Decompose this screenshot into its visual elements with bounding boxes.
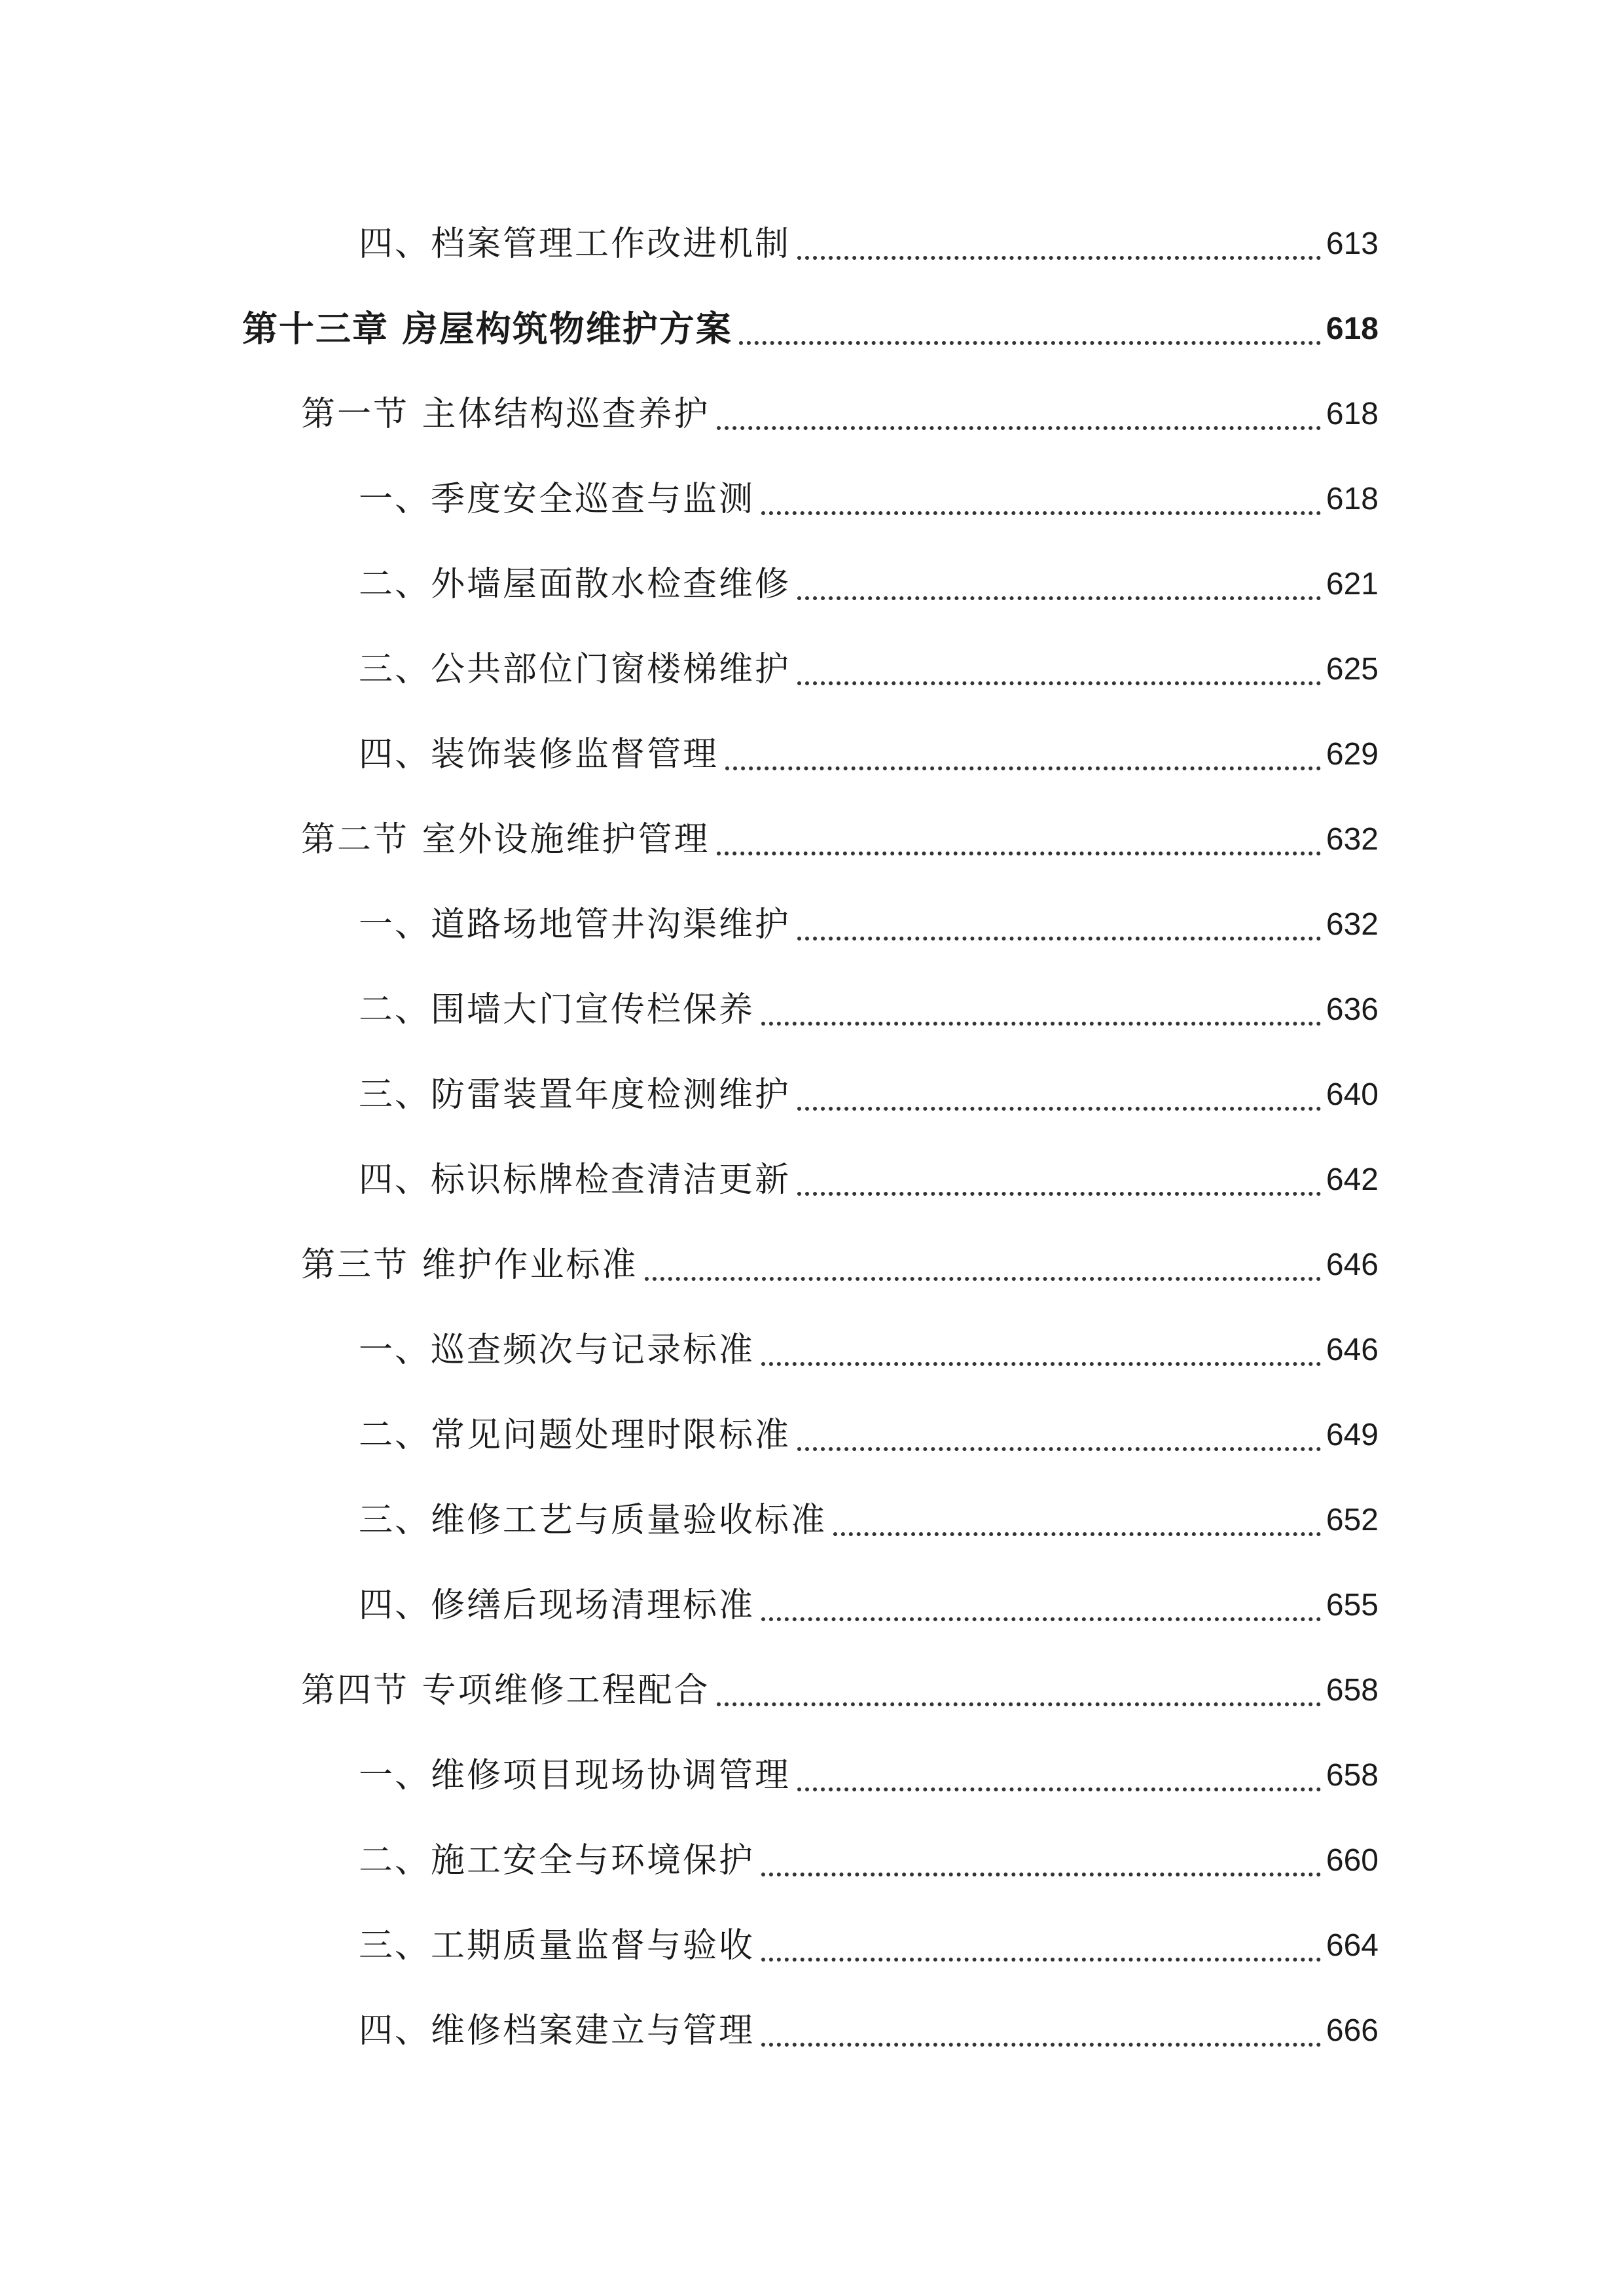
toc-entry-title: 第一节 主体结构巡查养护 [301,395,710,434]
dot-leader [717,426,1321,430]
toc-entry-item[interactable] [359,1489,1379,1541]
toc-entry-item[interactable] [359,1149,1379,1201]
toc-entry-item[interactable] [359,213,1379,265]
toc-page-number: 664 [1326,1928,1379,1963]
dot-leader [725,766,1321,770]
toc-entry-title: 二、围墙大门宣传栏保养 [359,990,755,1030]
toc-page-number: 632 [1326,907,1379,942]
toc-entry-section[interactable] [301,808,1379,861]
dot-leader [797,1192,1321,1196]
toc-page-number: 646 [1326,1333,1379,1367]
dot-leader [797,1447,1321,1451]
toc-page-number: 618 [1326,397,1379,431]
dot-leader [739,341,1321,345]
toc-entry-title: 一、巡查频次与记录标准 [359,1331,755,1370]
toc-entry-title: 一、道路场地管井沟渠维护 [359,905,791,944]
toc-entry-item[interactable] [359,2000,1379,2052]
toc-entry-item[interactable] [359,468,1379,520]
toc-entry-title: 二、外墙屋面散水检查维修 [359,565,791,604]
dot-leader [833,1532,1321,1536]
toc-page-number: 646 [1326,1247,1379,1282]
dot-leader [761,1362,1321,1366]
toc-entry-item[interactable] [359,723,1379,776]
toc-entry-title: 第十三章 房屋构筑物维护方案 [242,308,732,350]
toc-entry-item[interactable] [359,1319,1379,1371]
toc-entry-item[interactable] [359,1744,1379,1797]
dot-leader [797,1787,1321,1791]
toc-entry-item[interactable] [359,1574,1379,1626]
dot-leader [761,1958,1321,1962]
dot-leader [797,681,1321,685]
dot-leader [797,937,1321,941]
toc-entry-item[interactable] [359,1064,1379,1116]
toc-page-number: 621 [1326,567,1379,601]
toc-entry-section[interactable] [301,1659,1379,1712]
toc-entry-item[interactable] [359,1829,1379,1882]
toc-entry-title: 三、防雷装置年度检测维护 [359,1075,791,1115]
toc-entry-section[interactable] [301,383,1379,435]
toc-page-number: 660 [1326,1843,1379,1878]
toc-page-number: 636 [1326,992,1379,1027]
dot-leader [761,2043,1321,2047]
toc-page-number: 649 [1326,1418,1379,1452]
toc-page-number: 618 [1326,482,1379,516]
dot-leader [761,511,1321,515]
toc-page-number: 613 [1326,226,1379,261]
toc-entry-item[interactable] [359,978,1379,1031]
toc-entry-title: 四、标识标牌检查清洁更新 [359,1160,791,1200]
toc-entry-title: 四、装饰装修监督管理 [359,735,719,774]
toc-entry-item[interactable] [359,638,1379,691]
dot-leader [761,1617,1321,1621]
dot-leader [717,852,1321,855]
toc-entry-title: 四、维修档案建立与管理 [359,2011,755,2051]
toc-page-number: 632 [1326,822,1379,857]
dot-leader [717,1702,1321,1706]
dot-leader [797,256,1321,260]
toc-entry-item[interactable] [359,553,1379,605]
toc-entry-title: 第三节 维护作业标准 [301,1246,638,1285]
toc-entry-title: 第二节 室外设施维护管理 [301,820,710,859]
toc-page-number: 642 [1326,1162,1379,1197]
toc-entry-title: 四、修缮后现场清理标准 [359,1586,755,1625]
toc-entry-title: 一、季度安全巡查与监测 [359,480,755,519]
toc-page-number: 666 [1326,2013,1379,2048]
toc-entry-title: 四、档案管理工作改进机制 [359,224,791,264]
toc-entry-title: 第四节 专项维修工程配合 [301,1671,710,1710]
toc-entry-title: 二、施工安全与环境保护 [359,1841,755,1880]
toc-entry-item[interactable] [359,893,1379,946]
dot-leader [761,1873,1321,1876]
toc-page-number: 625 [1326,652,1379,687]
toc-page-number: 658 [1326,1758,1379,1793]
dot-leader [761,1022,1321,1026]
dot-leader [797,1107,1321,1111]
toc-entry-title: 一、维修项目现场协调管理 [359,1756,791,1795]
dot-leader [797,596,1321,600]
toc-entry-chapter[interactable] [242,298,1379,350]
toc-entry-title: 二、常见问题处理时限标准 [359,1416,791,1455]
toc-entry-title: 三、维修工艺与质量验收标准 [359,1501,827,1540]
toc-page-number: 655 [1326,1588,1379,1623]
toc-page-number: 640 [1326,1077,1379,1112]
toc-entry-item[interactable] [359,1404,1379,1456]
toc-entry-title: 三、公共部位门窗楼梯维护 [359,650,791,689]
toc-page-number: 658 [1326,1673,1379,1708]
toc-entry-title: 三、工期质量监督与验收 [359,1926,755,1965]
toc-page-number: 618 [1326,312,1379,346]
toc-page-number: 629 [1326,737,1379,772]
dot-leader [645,1277,1321,1281]
toc-page-number: 652 [1326,1503,1379,1537]
toc-entry-section[interactable] [301,1234,1379,1286]
toc-entry-item[interactable] [359,1914,1379,1967]
